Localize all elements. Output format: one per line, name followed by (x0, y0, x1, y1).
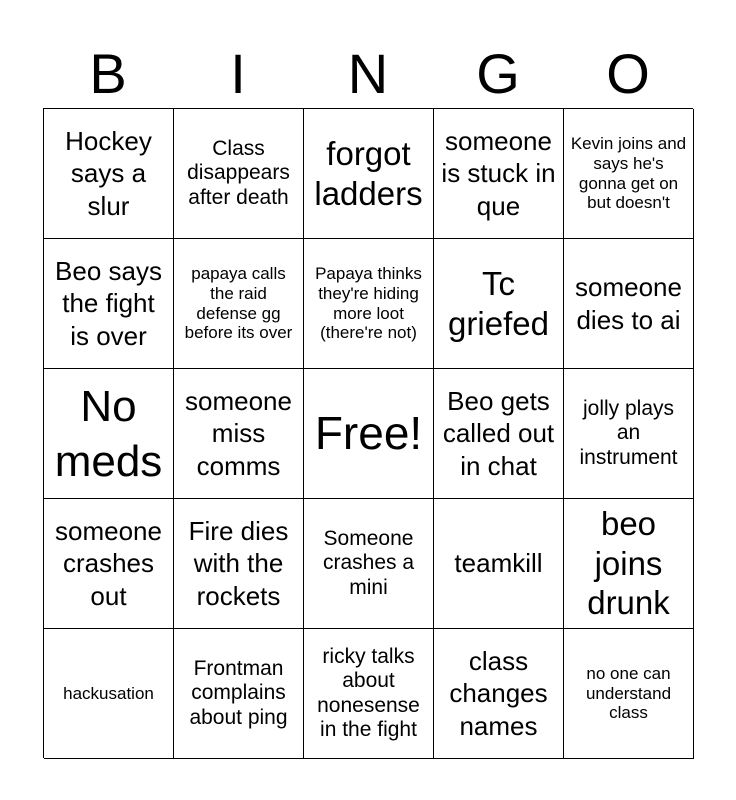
bingo-cell[interactable]: Fire dies with the rockets (174, 499, 304, 629)
bingo-cell[interactable]: Tc griefed (434, 239, 564, 369)
bingo-cell[interactable]: Someone crashes a mini (304, 499, 434, 629)
bingo-cell[interactable]: someone crashes out (44, 499, 174, 629)
bingo-cell[interactable]: someone miss comms (174, 369, 304, 499)
bingo-header (43, 40, 693, 108)
bingo-cell[interactable]: no one can understand class (564, 629, 694, 759)
bingo-cell[interactable]: beo joins drunk (564, 499, 694, 629)
bingo-cell[interactable]: Beo gets called out in chat (434, 369, 564, 499)
bingo-cell[interactable]: Beo says the fight is over (44, 239, 174, 369)
header-letter-n: N (347, 42, 389, 105)
free-space-cell[interactable]: Free! (304, 369, 434, 499)
bingo-cell[interactable]: Class disappears after death (174, 109, 304, 239)
header-letter-i: I (230, 42, 246, 105)
bingo-board (43, 108, 693, 758)
bingo-cell[interactable]: Papaya thinks they're hiding more loot (there're not) (304, 239, 434, 369)
bingo-cell[interactable]: No meds (44, 369, 174, 499)
bingo-cell[interactable]: Frontman complains about ping (174, 629, 304, 759)
bingo-cell[interactable]: jolly plays an instrument (564, 369, 694, 499)
bingo-cell[interactable]: teamkill (434, 499, 564, 629)
header-letter-o: O (606, 42, 650, 105)
bingo-cell[interactable]: Hockey says a slur (44, 109, 174, 239)
bingo-cell[interactable]: papaya calls the raid defense gg before its over (174, 239, 304, 369)
header-letter-g: G (476, 42, 520, 105)
bingo-cell[interactable]: hackusation (44, 629, 174, 759)
bingo-cell[interactable]: Kevin joins and says he's gonna get on but doesn't (564, 109, 694, 239)
header-letter-b: B (89, 42, 127, 105)
bingo-cell[interactable]: forgot ladders (304, 109, 434, 239)
bingo-cell[interactable]: class changes names (434, 629, 564, 759)
bingo-cell[interactable]: someone is stuck in que (434, 109, 564, 239)
bingo-cell[interactable]: someone dies to ai (564, 239, 694, 369)
bingo-cell[interactable]: ricky talks about nonesense in the fight (304, 629, 434, 759)
